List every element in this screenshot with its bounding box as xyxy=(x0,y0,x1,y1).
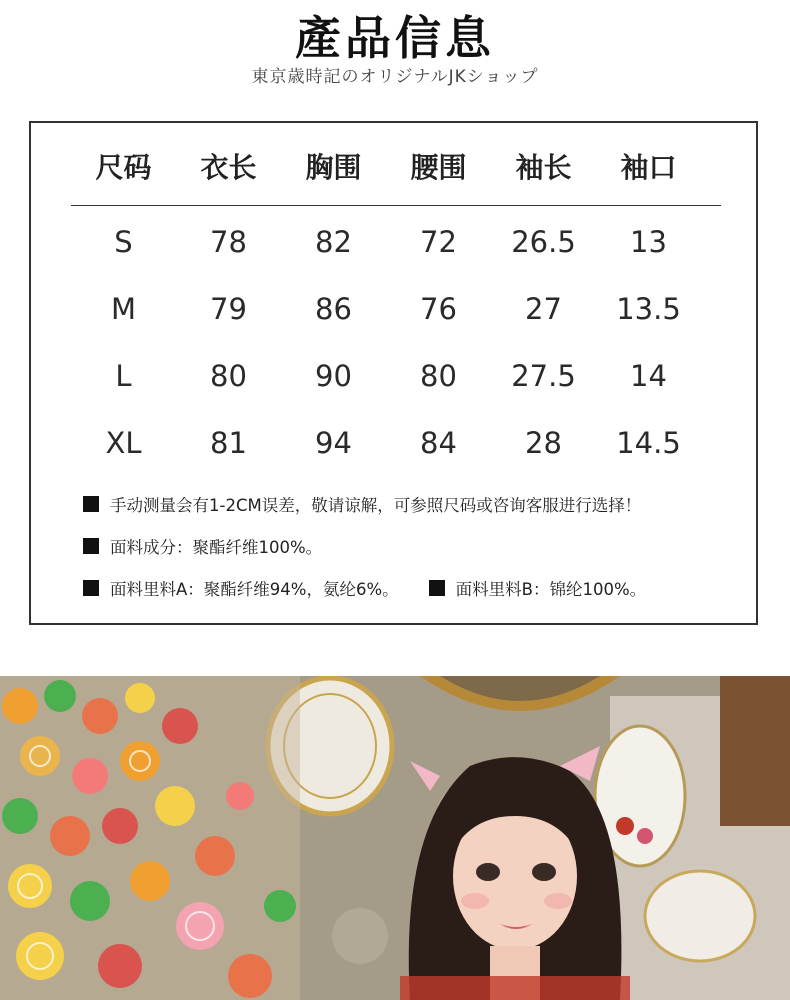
bullet-square-icon xyxy=(429,580,445,596)
table-cell: 27.5 xyxy=(511,359,576,393)
table-cell: 28 xyxy=(525,426,562,460)
table-cell: 90 xyxy=(315,359,352,393)
table-cell: 84 xyxy=(420,426,457,460)
table-cell: 80 xyxy=(420,359,457,393)
table-cell: 94 xyxy=(315,426,352,460)
note-lining-b xyxy=(429,576,647,600)
table-cell: 13 xyxy=(630,225,667,259)
product-photo-illustration xyxy=(0,676,790,1000)
note-fabric xyxy=(83,534,322,558)
table-cell: 14 xyxy=(630,359,667,393)
note-measurement xyxy=(83,492,641,516)
shop-subtitle: 東京歳時記のオリジナルJKショップ xyxy=(251,67,539,87)
note-text: 面料里料B：锦纶100%。 xyxy=(455,580,647,599)
table-cell: 26.5 xyxy=(511,225,576,259)
note-lining xyxy=(83,576,646,600)
page-title: 產品信息 xyxy=(295,11,495,65)
table-cell: 14.5 xyxy=(616,426,681,460)
table-cell: 76 xyxy=(420,292,457,326)
table-cell: 82 xyxy=(315,225,352,259)
bullet-square-icon xyxy=(83,496,99,512)
bullet-square-icon xyxy=(83,580,99,596)
table-row xyxy=(71,418,721,468)
table-row xyxy=(71,284,721,334)
column-header: 袖长 xyxy=(515,151,572,184)
table-cell: M xyxy=(110,292,137,326)
note-text: 手动测量会有1-2CM误差，敬请谅解，可参照尺码或咨询客服进行选择！ xyxy=(110,496,642,515)
table-row xyxy=(71,217,721,267)
table-cell: 81 xyxy=(210,426,247,460)
table-cell: 27 xyxy=(525,292,562,326)
table-row xyxy=(71,351,721,401)
table-cell: 80 xyxy=(210,359,247,393)
table-cell: 13.5 xyxy=(616,292,681,326)
note-text: 面料成分：聚酯纤维100%。 xyxy=(110,538,323,557)
column-header: 腰围 xyxy=(410,151,467,184)
column-header: 衣长 xyxy=(200,151,257,184)
table-cell: 79 xyxy=(210,292,247,326)
table-cell: XL xyxy=(105,426,142,460)
bullet-square-icon xyxy=(83,538,99,554)
size-chart-panel xyxy=(29,121,758,625)
product-photo xyxy=(0,676,790,1000)
table-cell: L xyxy=(115,359,132,393)
header-divider xyxy=(71,205,721,206)
column-header: 胸围 xyxy=(305,151,362,184)
column-header: 袖口 xyxy=(620,151,677,184)
note-text: 面料里料A：聚酯纤维94%，氨纶6%。 xyxy=(110,580,399,599)
column-header: 尺码 xyxy=(95,151,152,184)
table-cell: 72 xyxy=(420,225,457,259)
table-cell: 86 xyxy=(315,292,352,326)
table-cell: 78 xyxy=(210,225,247,259)
size-table-header xyxy=(71,145,721,205)
table-cell: S xyxy=(114,225,133,259)
